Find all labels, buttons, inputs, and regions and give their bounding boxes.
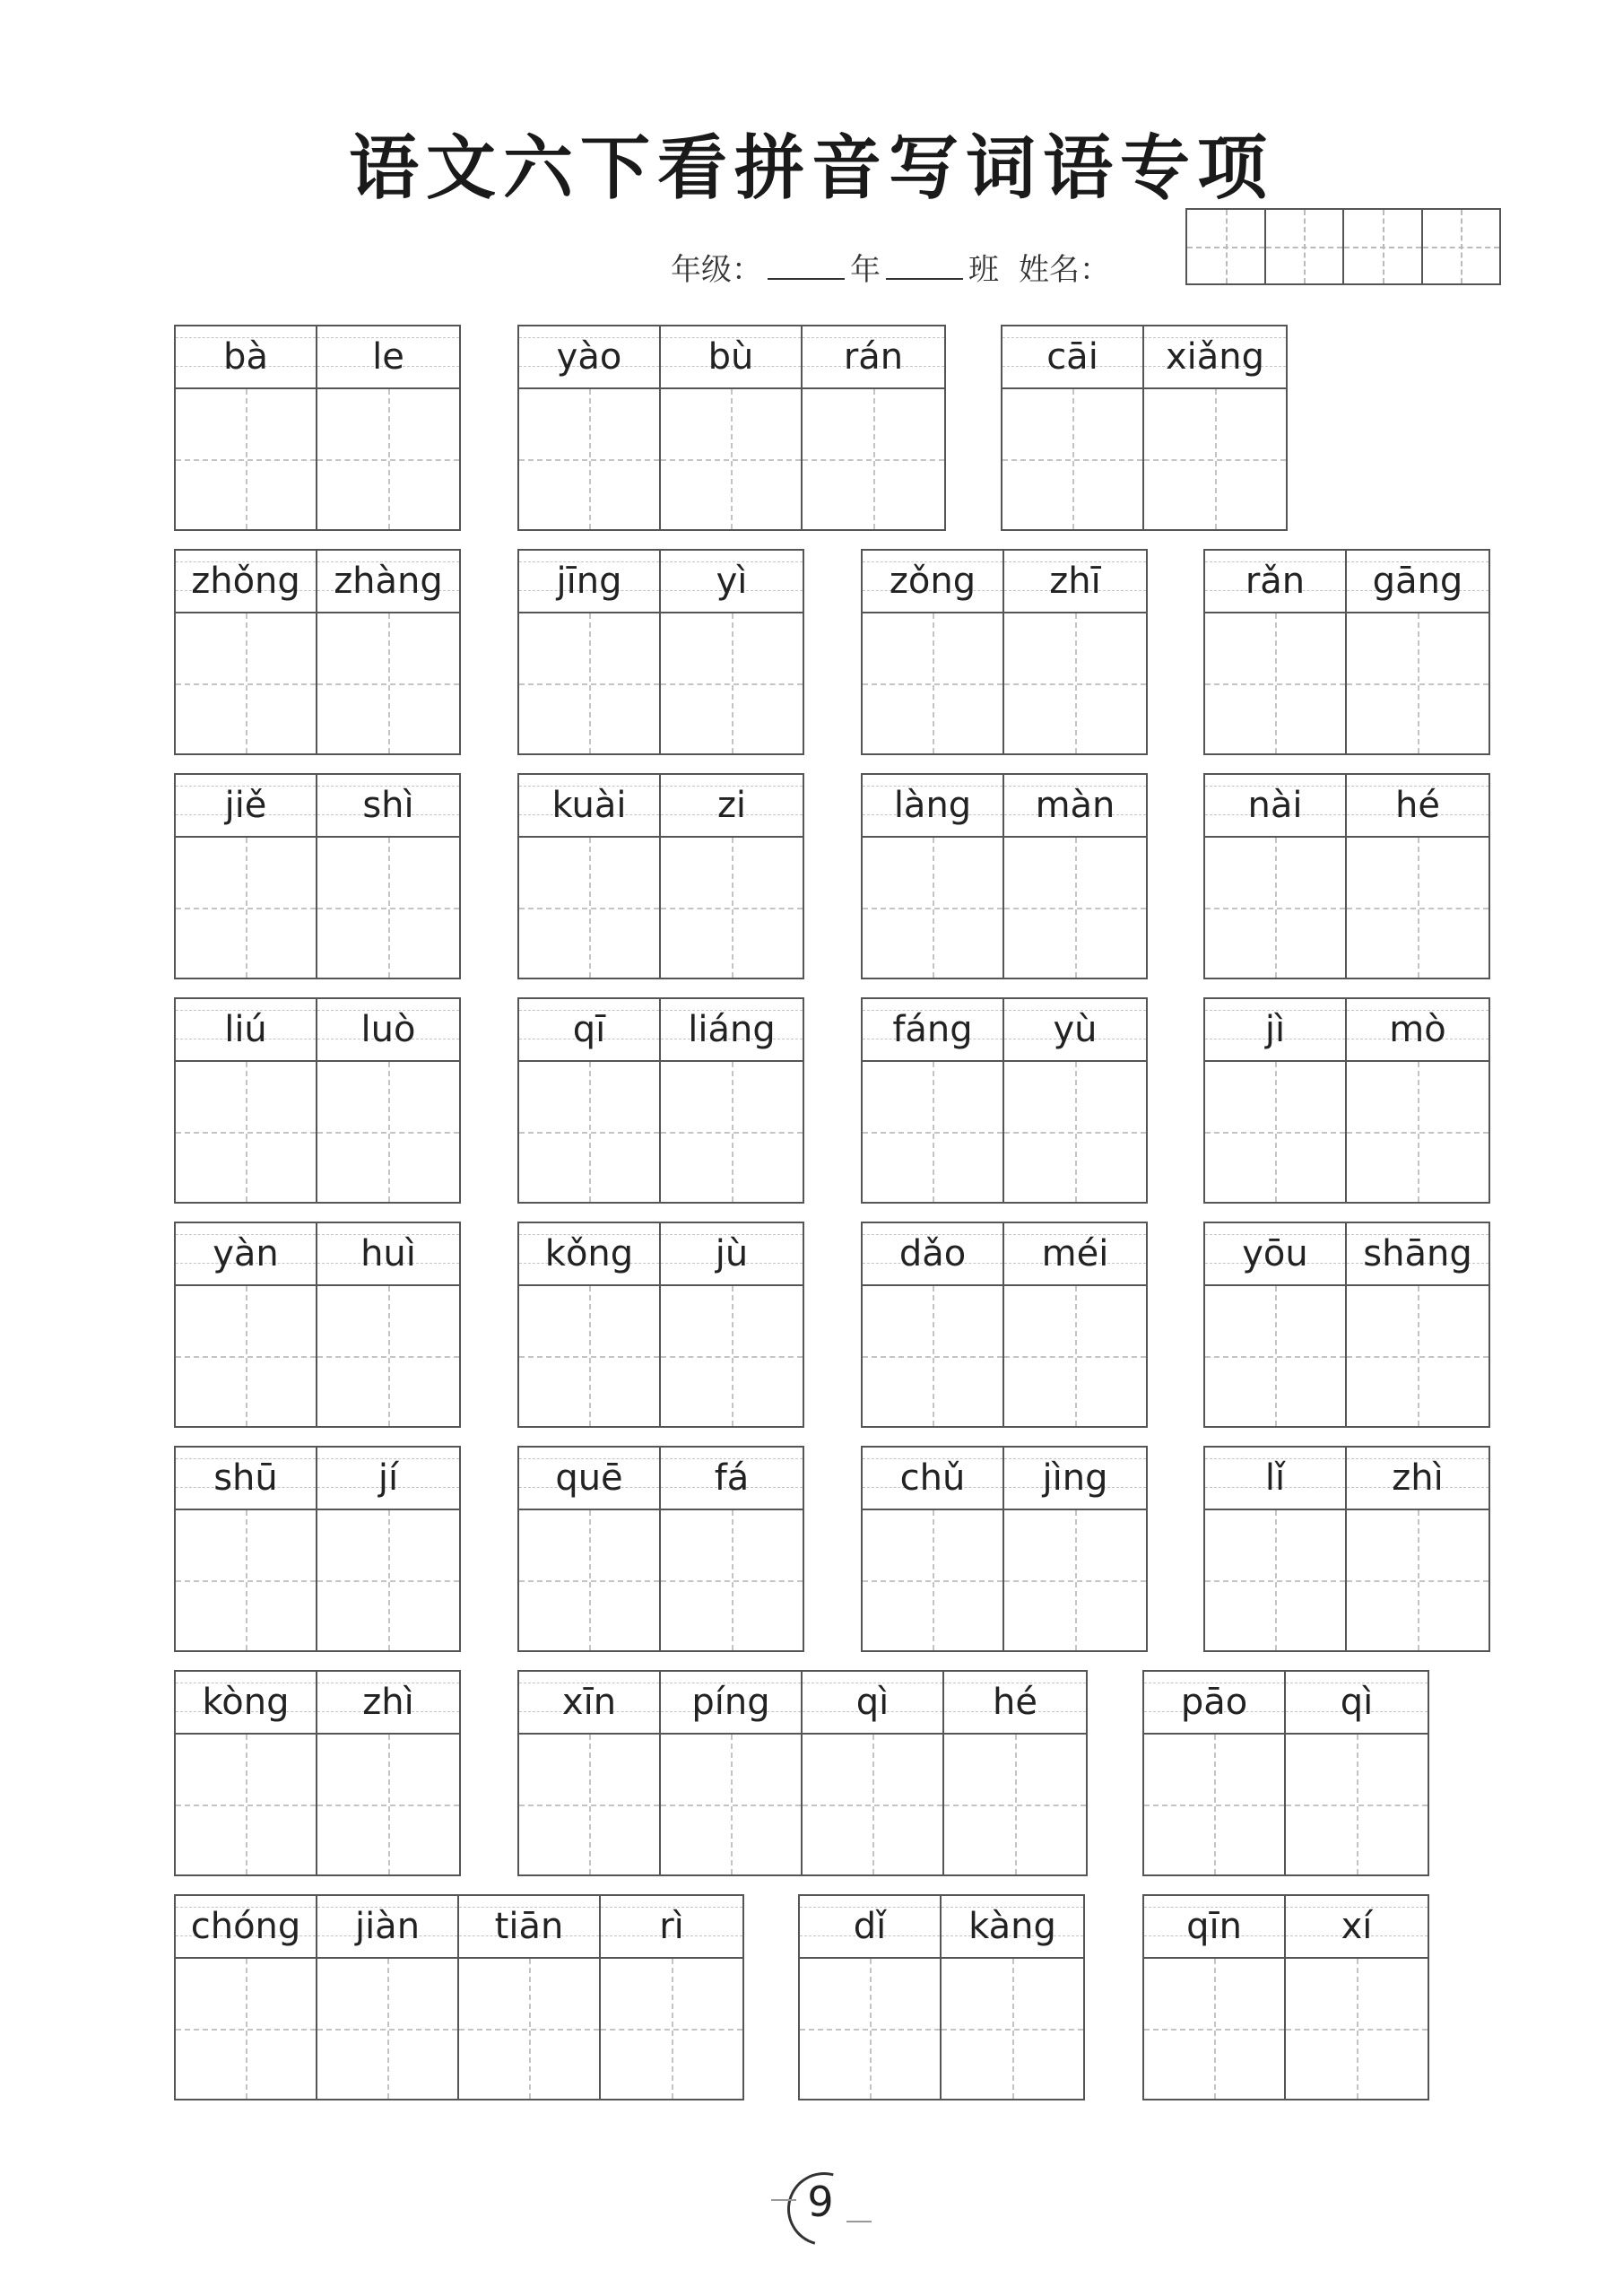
- word-box: [861, 549, 1148, 755]
- pinyin-row: [1347, 1223, 1488, 1286]
- hanzi-writing-box[interactable]: [803, 389, 944, 529]
- character-cell: [317, 999, 459, 1202]
- hanzi-writing-box[interactable]: [176, 389, 316, 529]
- name-cell[interactable]: [1344, 210, 1423, 283]
- character-cell: [661, 1672, 803, 1874]
- pinyin-text: mò: [1389, 1009, 1446, 1050]
- pinyin-row: [661, 551, 803, 613]
- hanzi-writing-box[interactable]: [661, 1062, 803, 1202]
- hanzi-writing-box[interactable]: [863, 613, 1002, 753]
- pinyin-text: chóng: [190, 1906, 301, 1947]
- word-box: [174, 1446, 461, 1652]
- pinyin-row: [863, 1448, 1002, 1510]
- character-cell: [863, 775, 1004, 978]
- pinyin-row: [863, 1223, 1002, 1286]
- page-title: 语文六下看拼音写词语专项: [348, 127, 1274, 209]
- word-box: [174, 997, 461, 1204]
- word-box: [1203, 997, 1490, 1204]
- name-cell[interactable]: [1423, 210, 1500, 283]
- pinyin-text: jù: [715, 1233, 749, 1274]
- hanzi-writing-box[interactable]: [1144, 1735, 1284, 1874]
- pinyin-text: zhàng: [334, 561, 443, 602]
- pinyin-text: qī: [572, 1009, 606, 1050]
- hanzi-writing-box[interactable]: [1347, 1062, 1488, 1202]
- character-cell: [803, 1672, 944, 1874]
- character-cell: [661, 551, 803, 753]
- hanzi-writing-box[interactable]: [519, 1510, 659, 1650]
- pinyin-text: rán: [843, 336, 904, 378]
- pinyin-row: [1004, 999, 1146, 1062]
- word-box: [861, 1222, 1148, 1428]
- pinyin-text: nài: [1247, 785, 1303, 826]
- pinyin-row: [317, 1896, 457, 1959]
- hanzi-writing-box[interactable]: [1004, 1286, 1146, 1426]
- character-cell: [661, 1448, 803, 1650]
- hanzi-writing-box[interactable]: [863, 1062, 1002, 1202]
- hanzi-writing-box[interactable]: [1144, 389, 1286, 529]
- character-cell: [519, 1223, 661, 1426]
- pinyin-text: jiàn: [354, 1906, 421, 1947]
- pinyin-text: jiě: [224, 785, 267, 826]
- pinyin-text: tiān: [494, 1906, 564, 1947]
- pinyin-row: [1004, 1223, 1146, 1286]
- hanzi-writing-box[interactable]: [661, 838, 803, 978]
- pinyin-row: [1144, 1672, 1284, 1735]
- word-box: [861, 1446, 1148, 1652]
- pinyin-text: zǒng: [889, 561, 976, 602]
- pinyin-row: [601, 1896, 742, 1959]
- character-cell: [519, 326, 661, 529]
- word-box: [1203, 1222, 1490, 1428]
- character-cell: [317, 1896, 459, 2099]
- character-cell: [176, 1448, 317, 1650]
- pinyin-row: [1205, 1448, 1345, 1510]
- character-cell: [1347, 999, 1488, 1202]
- pinyin-row: [1205, 775, 1345, 838]
- hanzi-writing-box[interactable]: [661, 389, 801, 529]
- hanzi-writing-box[interactable]: [1205, 1062, 1345, 1202]
- character-cell: [1205, 1223, 1347, 1426]
- name-cell[interactable]: [1187, 210, 1266, 283]
- grade-blank[interactable]: [768, 253, 845, 280]
- pinyin-text: liáng: [688, 1009, 776, 1050]
- hanzi-writing-box[interactable]: [800, 1959, 940, 2099]
- pinyin-row: [661, 775, 803, 838]
- character-cell: [317, 1448, 459, 1650]
- character-cell: [176, 1223, 317, 1426]
- hanzi-writing-box[interactable]: [317, 1735, 459, 1874]
- pinyin-row: [519, 1223, 659, 1286]
- pinyin-row: [1286, 1672, 1428, 1735]
- character-cell: [661, 1223, 803, 1426]
- pinyin-text: kòng: [202, 1682, 290, 1723]
- pinyin-text: yōu: [1242, 1233, 1308, 1274]
- pinyin-text: liú: [224, 1009, 267, 1050]
- pinyin-text: xiǎng: [1165, 336, 1265, 378]
- word-box: [861, 997, 1148, 1204]
- character-cell: [1347, 775, 1488, 978]
- pinyin-text: gāng: [1372, 561, 1463, 602]
- hanzi-writing-box[interactable]: [317, 1959, 457, 2099]
- pinyin-row: [803, 326, 944, 389]
- word-box: [174, 325, 461, 531]
- word-box: [517, 1446, 804, 1652]
- pinyin-row: [863, 999, 1002, 1062]
- hanzi-writing-box[interactable]: [803, 1735, 942, 1874]
- student-info: [671, 244, 1110, 289]
- pinyin-text: zhì: [362, 1682, 414, 1723]
- pinyin-text: jì: [1264, 1009, 1286, 1050]
- pinyin-row: [1347, 1448, 1488, 1510]
- hanzi-writing-box[interactable]: [317, 1286, 459, 1426]
- pinyin-row: [176, 551, 316, 613]
- hanzi-writing-box[interactable]: [317, 1510, 459, 1650]
- pinyin-row: [1205, 999, 1345, 1062]
- pinyin-text: pāo: [1180, 1682, 1248, 1723]
- pinyin-text: le: [372, 336, 404, 378]
- pinyin-text: qì: [855, 1682, 890, 1723]
- pinyin-row: [863, 551, 1002, 613]
- hanzi-writing-box[interactable]: [1347, 838, 1488, 978]
- character-cell: [317, 1223, 459, 1426]
- character-cell: [176, 775, 317, 978]
- hanzi-writing-box[interactable]: [519, 838, 659, 978]
- hanzi-writing-box[interactable]: [1205, 1510, 1345, 1650]
- hanzi-writing-box[interactable]: [1347, 613, 1488, 753]
- pinyin-row: [1002, 326, 1142, 389]
- word-box: [1203, 773, 1490, 979]
- pinyin-row: [317, 551, 459, 613]
- pinyin-row: [176, 999, 316, 1062]
- pinyin-text: zi: [716, 785, 747, 826]
- character-cell: [1002, 326, 1144, 529]
- pinyin-row: [800, 1896, 940, 1959]
- hanzi-writing-box[interactable]: [1002, 389, 1142, 529]
- character-cell: [1286, 1672, 1428, 1874]
- word-box: [1142, 1894, 1429, 2100]
- hanzi-writing-box[interactable]: [519, 389, 659, 529]
- pinyin-row: [459, 1896, 599, 1959]
- character-cell: [1347, 1448, 1488, 1650]
- pinyin-row: [519, 1448, 659, 1510]
- hanzi-writing-box[interactable]: [1347, 1286, 1488, 1426]
- pinyin-row: [176, 1223, 316, 1286]
- name-cell[interactable]: [1266, 210, 1345, 283]
- pinyin-row: [317, 775, 459, 838]
- pinyin-text: huì: [360, 1233, 416, 1274]
- character-cell: [176, 999, 317, 1202]
- hanzi-writing-box[interactable]: [317, 613, 459, 753]
- pinyin-row: [519, 999, 659, 1062]
- hanzi-writing-box[interactable]: [661, 613, 803, 753]
- character-cell: [1205, 999, 1347, 1202]
- character-cell: [863, 551, 1004, 753]
- word-box: [861, 773, 1148, 979]
- pinyin-text: qì: [1340, 1682, 1374, 1723]
- character-cell: [317, 775, 459, 978]
- pinyin-text: làng: [893, 785, 972, 826]
- pinyin-row: [317, 1448, 459, 1510]
- character-cell: [176, 1896, 317, 2099]
- word-box: [174, 1670, 461, 1876]
- hanzi-writing-box[interactable]: [1004, 1510, 1146, 1650]
- pinyin-text: píng: [691, 1682, 770, 1723]
- word-box: [1001, 325, 1288, 531]
- name-label: 姓名：: [1019, 251, 1110, 288]
- hanzi-writing-box[interactable]: [863, 838, 1002, 978]
- pinyin-text: kuài: [551, 785, 627, 826]
- pinyin-row: [317, 326, 459, 389]
- pinyin-text: rǎn: [1245, 561, 1306, 602]
- pinyin-row: [944, 1672, 1086, 1735]
- word-box: [174, 1894, 744, 2100]
- hanzi-writing-box[interactable]: [944, 1735, 1086, 1874]
- pinyin-row: [1205, 1223, 1345, 1286]
- hanzi-writing-box[interactable]: [1205, 613, 1345, 753]
- hanzi-writing-box[interactable]: [176, 1286, 316, 1426]
- character-cell: [519, 1448, 661, 1650]
- word-box: [798, 1894, 1085, 2100]
- character-cell: [1004, 999, 1146, 1202]
- pinyin-text: shū: [213, 1457, 278, 1499]
- hanzi-writing-box[interactable]: [519, 613, 659, 753]
- pinyin-row: [1347, 775, 1488, 838]
- pinyin-text: shāng: [1363, 1233, 1472, 1274]
- pinyin-text: lǐ: [1264, 1457, 1286, 1499]
- pinyin-row: [1144, 326, 1286, 389]
- pinyin-row: [176, 1448, 316, 1510]
- pinyin-row: [176, 1672, 316, 1735]
- character-cell: [944, 1672, 1086, 1874]
- character-cell: [1144, 1672, 1286, 1874]
- pinyin-text: yào: [556, 336, 622, 378]
- word-box: [1142, 1670, 1429, 1876]
- hanzi-writing-box[interactable]: [1004, 613, 1146, 753]
- word-box: [174, 549, 461, 755]
- pinyin-row: [317, 999, 459, 1062]
- character-cell: [1205, 775, 1347, 978]
- class-char: 班: [968, 251, 999, 288]
- hanzi-writing-box[interactable]: [176, 1959, 316, 2099]
- word-box: [517, 1670, 1088, 1876]
- pinyin-text: kǒng: [544, 1233, 634, 1274]
- pinyin-row: [317, 1223, 459, 1286]
- word-box: [517, 549, 804, 755]
- word-box: [517, 325, 946, 531]
- character-cell: [1347, 1223, 1488, 1426]
- character-cell: [1004, 1223, 1146, 1426]
- character-cell: [1144, 1896, 1286, 2099]
- pinyin-row: [1347, 551, 1488, 613]
- character-cell: [176, 551, 317, 753]
- character-cell: [803, 326, 944, 529]
- pinyin-row: [661, 1672, 801, 1735]
- hanzi-writing-box[interactable]: [1205, 838, 1345, 978]
- pinyin-row: [1004, 1448, 1146, 1510]
- character-cell: [459, 1896, 601, 2099]
- pinyin-row: [661, 326, 801, 389]
- character-cell: [601, 1896, 742, 2099]
- character-cell: [863, 1223, 1004, 1426]
- hanzi-writing-box[interactable]: [942, 1959, 1083, 2099]
- pinyin-text: xīn: [561, 1682, 617, 1723]
- character-cell: [1205, 1448, 1347, 1650]
- hanzi-writing-box[interactable]: [863, 1286, 1002, 1426]
- pinyin-text: jìng: [1042, 1457, 1108, 1499]
- hanzi-writing-box[interactable]: [459, 1959, 599, 2099]
- pinyin-row: [942, 1896, 1083, 1959]
- hanzi-writing-box[interactable]: [1286, 1735, 1428, 1874]
- character-cell: [1347, 551, 1488, 753]
- character-cell: [519, 551, 661, 753]
- character-cell: [317, 551, 459, 753]
- character-cell: [800, 1896, 942, 2099]
- hanzi-writing-box[interactable]: [176, 838, 316, 978]
- word-box: [517, 1222, 804, 1428]
- character-cell: [176, 1672, 317, 1874]
- pinyin-text: qīn: [1186, 1906, 1242, 1947]
- character-cell: [1004, 1448, 1146, 1650]
- hanzi-writing-box[interactable]: [519, 1286, 659, 1426]
- hanzi-writing-box[interactable]: [1004, 838, 1146, 978]
- pinyin-row: [1205, 551, 1345, 613]
- pinyin-text: xí: [1341, 1906, 1373, 1947]
- hanzi-writing-box[interactable]: [601, 1959, 742, 2099]
- character-cell: [863, 1448, 1004, 1650]
- pinyin-text: cāi: [1046, 336, 1098, 378]
- character-cell: [176, 326, 317, 529]
- hanzi-writing-box[interactable]: [863, 1510, 1002, 1650]
- pinyin-text: bà: [223, 336, 268, 378]
- pinyin-row: [1347, 999, 1488, 1062]
- pinyin-text: luò: [360, 1009, 416, 1050]
- hanzi-writing-box[interactable]: [317, 1062, 459, 1202]
- page-number-badge: [771, 2169, 870, 2249]
- pinyin-row: [661, 1448, 803, 1510]
- character-cell: [519, 1672, 661, 1874]
- character-cell: [661, 775, 803, 978]
- character-cell: [942, 1896, 1083, 2099]
- character-cell: [661, 999, 803, 1202]
- pinyin-text: hé: [993, 1682, 1037, 1723]
- pinyin-text: zhī: [1049, 561, 1101, 602]
- character-cell: [1286, 1896, 1428, 2099]
- pinyin-text: jí: [378, 1457, 399, 1499]
- pinyin-row: [1004, 551, 1146, 613]
- pinyin-text: shì: [362, 785, 414, 826]
- pinyin-text: rì: [659, 1906, 684, 1947]
- word-box: [1203, 549, 1490, 755]
- word-box: [174, 1222, 461, 1428]
- hanzi-writing-box[interactable]: [519, 1062, 659, 1202]
- hanzi-writing-box[interactable]: [176, 1510, 316, 1650]
- character-cell: [1004, 551, 1146, 753]
- word-box: [517, 773, 804, 979]
- pinyin-text: méi: [1041, 1233, 1109, 1274]
- pinyin-row: [317, 1672, 459, 1735]
- hanzi-writing-box[interactable]: [317, 838, 459, 978]
- pinyin-row: [176, 326, 316, 389]
- hanzi-writing-box[interactable]: [1144, 1959, 1284, 2099]
- pinyin-text: bù: [707, 336, 754, 378]
- character-cell: [317, 1672, 459, 1874]
- hanzi-writing-box[interactable]: [1286, 1959, 1428, 2099]
- hanzi-writing-box[interactable]: [661, 1510, 803, 1650]
- pinyin-text: chǔ: [899, 1457, 966, 1499]
- word-box: [1203, 1446, 1490, 1652]
- character-cell: [1205, 551, 1347, 753]
- pinyin-text: hé: [1395, 785, 1440, 826]
- pinyin-row: [803, 1672, 942, 1735]
- pinyin-text: màn: [1035, 785, 1115, 826]
- pinyin-row: [1004, 775, 1146, 838]
- pinyin-text: fá: [714, 1457, 750, 1499]
- hanzi-writing-box[interactable]: [317, 389, 459, 529]
- hanzi-writing-box[interactable]: [519, 1735, 659, 1874]
- character-cell: [1004, 775, 1146, 978]
- pinyin-row: [1286, 1896, 1428, 1959]
- pinyin-row: [519, 551, 659, 613]
- pinyin-text: zhì: [1392, 1457, 1444, 1499]
- character-cell: [863, 999, 1004, 1202]
- pinyin-row: [661, 1223, 803, 1286]
- hanzi-writing-box[interactable]: [176, 1062, 316, 1202]
- hanzi-writing-box[interactable]: [176, 1735, 316, 1874]
- class-blank[interactable]: [886, 253, 963, 280]
- pinyin-text: dǐ: [853, 1906, 887, 1947]
- word-box: [517, 997, 804, 1204]
- character-cell: [519, 775, 661, 978]
- grade-label: 年级：: [671, 251, 762, 288]
- pinyin-row: [519, 1672, 659, 1735]
- pinyin-row: [519, 775, 659, 838]
- pinyin-text: yàn: [213, 1233, 279, 1274]
- page-number: 9: [807, 2178, 834, 2226]
- year-char: 年: [850, 251, 881, 288]
- word-box: [174, 773, 461, 979]
- pinyin-text: quē: [555, 1457, 623, 1499]
- pinyin-text: yù: [1053, 1009, 1098, 1050]
- hanzi-writing-box[interactable]: [1004, 1062, 1146, 1202]
- hanzi-writing-box[interactable]: [661, 1286, 803, 1426]
- pinyin-text: yì: [716, 561, 748, 602]
- hanzi-writing-box[interactable]: [176, 613, 316, 753]
- pinyin-row: [863, 775, 1002, 838]
- pinyin-row: [519, 326, 659, 389]
- pinyin-row: [176, 1896, 316, 1959]
- character-cell: [317, 326, 459, 529]
- character-cell: [519, 999, 661, 1202]
- pinyin-row: [176, 775, 316, 838]
- hanzi-writing-box[interactable]: [661, 1735, 801, 1874]
- character-cell: [1144, 326, 1286, 529]
- character-cell: [661, 326, 803, 529]
- pinyin-row: [661, 999, 803, 1062]
- name-writing-grid[interactable]: [1185, 208, 1501, 285]
- pinyin-row: [1144, 1896, 1284, 1959]
- hanzi-writing-box[interactable]: [1205, 1286, 1345, 1426]
- pinyin-text: kàng: [968, 1906, 1056, 1947]
- pinyin-text: fáng: [892, 1009, 973, 1050]
- pinyin-text: jīng: [556, 561, 622, 602]
- hanzi-writing-box[interactable]: [1347, 1510, 1488, 1650]
- pinyin-text: zhǒng: [191, 561, 300, 602]
- pinyin-text: dǎo: [898, 1233, 967, 1274]
